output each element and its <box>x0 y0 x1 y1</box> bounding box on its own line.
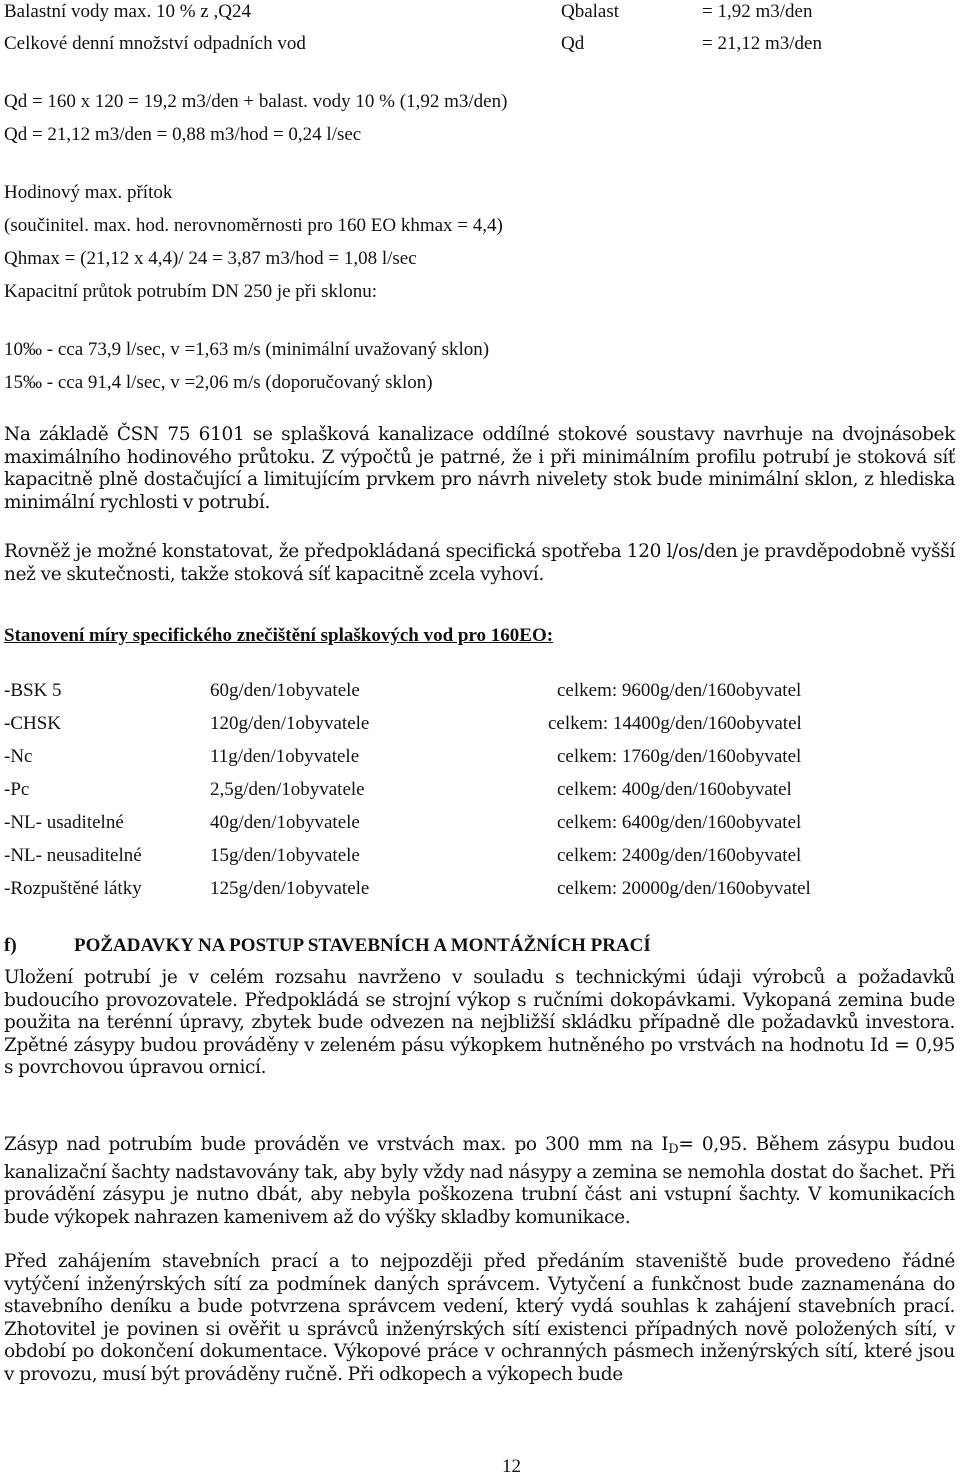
daily-flow-symbol: Qd <box>561 33 585 54</box>
pollutant-name: -Pc <box>4 779 30 800</box>
total-value: celkem: 9600g/den/160obyvatel <box>557 680 802 701</box>
pollutant-name: -Nc <box>4 746 33 767</box>
total-value: celkem: 1760g/den/160obyvatel <box>557 746 802 767</box>
coefficient-line: (součinitel. max. hod. nerovnoměrnosti pro 160 EO khmax = 4,4) <box>4 215 503 236</box>
section-letter: f) <box>4 935 17 956</box>
slope-10-line: 10‰ - cca 73,9 l/sec, v =1,63 m/s (minimální uvažovaný sklon) <box>4 339 490 360</box>
total-value: celkem: 2400g/den/160obyvatel <box>557 845 802 866</box>
backfill-subscript: D <box>668 1142 679 1157</box>
page-number: 12 <box>502 1456 521 1477</box>
balast-label: Balastní vody max. 10 % z ,Q24 <box>4 1 251 22</box>
per-person-value: 2,5g/den/1obyvatele <box>210 779 365 800</box>
per-person-value: 120g/den/1obyvatele <box>210 713 370 734</box>
pollutant-name: -CHSK <box>4 713 62 734</box>
qhmax-line: Qhmax = (21,12 x 4,4)/ 24 = 3,87 m3/hod = 1,08 l/sec <box>4 248 417 269</box>
total-value: celkem: 400g/den/160obyvatel <box>557 779 792 800</box>
hourly-max-title: Hodinový max. přítok <box>4 182 173 203</box>
pollutant-name: -NL- usaditelné <box>4 812 124 833</box>
paragraph-csn: Na základě ČSN 75 6101 se splašková kanalizace oddílné stokové soustavy navrhuje na dvojnásobek maximálního hodinového průtoku. Z výpočtů je patrné, že i při minimálním profilu potrubí je stoková síť kapacitně plně dostačující a limitujícím prvkem pro návrh nivelety stok bude minimální sklon, z hlediska minimální rychlosti v potrubí. <box>4 424 955 513</box>
pollution-heading: Stanovení míry specifického znečištění splaškových vod pro 160EO: <box>4 625 554 646</box>
total-value: celkem: 20000g/den/160obyvatel <box>557 878 811 899</box>
daily-flow-value: = 21,12 m3/den <box>702 33 822 54</box>
pollutant-name: -NL- neusaditelné <box>4 845 142 866</box>
per-person-value: 11g/den/1obyvatele <box>210 746 360 767</box>
per-person-value: 15g/den/1obyvatele <box>210 845 360 866</box>
pollutant-name: -Rozpuštěné látky <box>4 878 142 899</box>
backfill-text-start: Zásyp nad potrubím bude prováděn ve vrstvách max. po 300 mm na I <box>4 1134 669 1155</box>
balast-symbol: Qbalast <box>561 1 620 22</box>
section-title: POŽADAVKY NA POSTUP STAVEBNÍCH A MONTÁŽNÍCH PRACÍ <box>74 935 651 956</box>
daily-flow-label: Celkové denní množství odpadních vod <box>4 33 306 54</box>
paragraph-utilities: Před zahájením stavebních prací a to nejpozději před předáním staveniště bude provedeno řádné vytýčení inženýrských sítí za podmínek daných správcem. Vytyčení a funkčnost bude zaznamenána do stavebního deníku a bude potvrzena správcem vedení, který vydá souhlas k zahájení stavebních prací. Zhotovitel je povinen si ověřit u správců inženýrských sítí existenci případných nově položených sítí, v období po dokončení dokumentace. Výkopové práce v ochranných pásmech inženýrských sítí, které jsou v provozu, musí být prováděny ručně. Při odkopech a výkopech bude <box>4 1251 955 1385</box>
capacity-line: Kapacitní průtok potrubím DN 250 je při sklonu: <box>4 281 378 302</box>
backfill-text-rest: = 0,95. Během zásypu budou kanalizační šachty nadstavovány tak, aby byly vždy nad násypy a zemina se nemohla dostat do šachet. Při provádění zásypu je nutno dbát, aby nebyla poškozena trubní část ani vstupní šachty. V komunikacích bude výkopek nahrazen kamenivem až do výšky skladby komunikace. <box>4 1134 955 1228</box>
paragraph-consumption: Rovněž je možné konstatovat, že předpokládaná specifická spotřeba 120 l/os/den je pravděpodobně vyšší než ve skutečnosti, takže stoková síť kapacitně zcela vyhoví. <box>4 541 955 585</box>
total-value: celkem: 6400g/den/160obyvatel <box>557 812 802 833</box>
per-person-value: 125g/den/1obyvatele <box>210 878 370 899</box>
per-person-value: 60g/den/1obyvatele <box>210 680 360 701</box>
per-person-value: 40g/den/1obyvatele <box>210 812 360 833</box>
calc-line-1: Qd = 160 x 120 = 19,2 m3/den + balast. vody 10 % (1,92 m3/den) <box>4 91 508 112</box>
balast-value: = 1,92 m3/den <box>702 1 813 22</box>
pollutant-name: -BSK 5 <box>4 680 62 701</box>
calc-line-2: Qd = 21,12 m3/den = 0,88 m3/hod = 0,24 l/sec <box>4 124 362 145</box>
slope-15-line: 15‰ - cca 91,4 l/sec, v =2,06 m/s (doporučovaný sklon) <box>4 372 433 393</box>
paragraph-pipe-laying: Uložení potrubí je v celém rozsahu navrženo v souladu s technickými údaji výrobců a požadavků budoucího provozovatele. Předpokládá se strojní výkop s ručními dokopávkami. Vykopaná zemina bude použita na terénní úpravy, zbytek bude odvezen na nejbližší skládku případně dle požadavků investora. Zpětné zásypy budou prováděny v zeleném pásu výkopkem hutněného po vrstvách na hodnotu Id = 0,95 s povrchovou úpravou ornicí. <box>4 967 955 1078</box>
total-value: celkem: 14400g/den/160obyvatel <box>548 713 802 734</box>
paragraph-backfill <box>4 1134 955 1229</box>
